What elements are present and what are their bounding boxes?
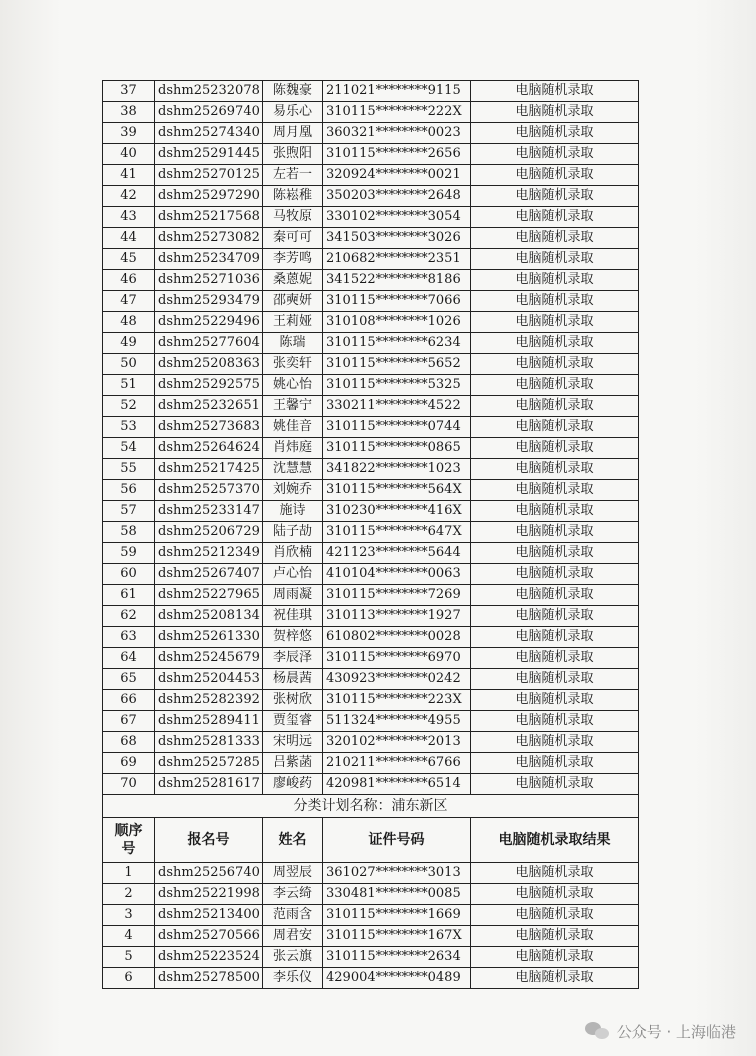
cell-id-number: 511324********4955 (323, 711, 471, 732)
cell-id-number: 310115********2656 (323, 144, 471, 165)
cell-reg-number: dshm25264624 (155, 438, 263, 459)
cell-reg-number: dshm25292575 (155, 375, 263, 396)
cell-name: 刘婉乔 (263, 480, 323, 501)
cell-reg-number: dshm25293479 (155, 291, 263, 312)
cell-name: 陆子劼 (263, 522, 323, 543)
table-row (103, 627, 639, 648)
cell-reg-number: dshm25208134 (155, 606, 263, 627)
cell-seq: 70 (103, 774, 155, 795)
cell-reg-number: dshm25269740 (155, 102, 263, 123)
cell-name: 李芳鸣 (263, 249, 323, 270)
cell-id-number: 310108********1026 (323, 312, 471, 333)
cell-reg-number: dshm25281333 (155, 732, 263, 753)
cell-name: 沈慧慧 (263, 459, 323, 480)
header-name: 姓名 (263, 818, 323, 863)
table-row (103, 207, 639, 228)
cell-name: 张云旗 (263, 947, 323, 968)
cell-reg-number: dshm25213400 (155, 905, 263, 926)
table-row (103, 884, 639, 905)
cell-result: 电脑随机录取 (471, 947, 639, 968)
cell-reg-number: dshm25208363 (155, 354, 263, 375)
cell-reg-number: dshm25274340 (155, 123, 263, 144)
cell-name: 周君安 (263, 926, 323, 947)
cell-reg-number: dshm25227965 (155, 585, 263, 606)
cell-result: 电脑随机录取 (471, 585, 639, 606)
table-row (103, 354, 639, 375)
cell-reg-number: dshm25229496 (155, 312, 263, 333)
table-row (103, 905, 639, 926)
admission-table (102, 80, 639, 989)
cell-reg-number: dshm25245679 (155, 648, 263, 669)
cell-result: 电脑随机录取 (471, 606, 639, 627)
table-row (103, 123, 639, 144)
section-title: 分类计划名称：浦东新区 (103, 795, 639, 818)
cell-reg-number: dshm25270125 (155, 165, 263, 186)
header-seq: 顺序号 (103, 818, 155, 863)
cell-result: 电脑随机录取 (471, 690, 639, 711)
cell-id-number: 341522********8186 (323, 270, 471, 291)
header-row (103, 818, 639, 863)
cell-name: 贾玺睿 (263, 711, 323, 732)
cell-reg-number: dshm25256740 (155, 863, 263, 884)
cell-reg-number: dshm25271036 (155, 270, 263, 291)
table-row (103, 774, 639, 795)
cell-result: 电脑随机录取 (471, 144, 639, 165)
table-row (103, 564, 639, 585)
cell-id-number: 310115********5325 (323, 375, 471, 396)
cell-seq: 38 (103, 102, 155, 123)
cell-id-number: 341822********1023 (323, 459, 471, 480)
table-row (103, 522, 639, 543)
cell-reg-number: dshm25267407 (155, 564, 263, 585)
cell-result: 电脑随机录取 (471, 207, 639, 228)
cell-seq: 44 (103, 228, 155, 249)
cell-reg-number: dshm25277604 (155, 333, 263, 354)
cell-seq: 40 (103, 144, 155, 165)
bottom-rows (103, 863, 639, 989)
cell-seq: 55 (103, 459, 155, 480)
top-rows (103, 81, 639, 795)
cell-result: 电脑随机录取 (471, 926, 639, 947)
cell-id-number: 430923********0242 (323, 669, 471, 690)
table-row (103, 732, 639, 753)
cell-result: 电脑随机录取 (471, 102, 639, 123)
table-row (103, 585, 639, 606)
cell-seq: 58 (103, 522, 155, 543)
cell-id-number: 210682********2351 (323, 249, 471, 270)
cell-id-number: 210211********6766 (323, 753, 471, 774)
table-row (103, 102, 639, 123)
cell-id-number: 330481********0085 (323, 884, 471, 905)
cell-reg-number: dshm25232078 (155, 81, 263, 102)
cell-name: 吕紫菡 (263, 753, 323, 774)
cell-id-number: 410104********0063 (323, 564, 471, 585)
cell-id-number: 341503********3026 (323, 228, 471, 249)
table-row (103, 270, 639, 291)
cell-seq: 48 (103, 312, 155, 333)
table-row (103, 312, 639, 333)
cell-seq: 61 (103, 585, 155, 606)
table-row (103, 690, 639, 711)
cell-reg-number: dshm25273082 (155, 228, 263, 249)
table-row (103, 926, 639, 947)
table-row (103, 753, 639, 774)
cell-seq: 57 (103, 501, 155, 522)
cell-result: 电脑随机录取 (471, 774, 639, 795)
cell-result: 电脑随机录取 (471, 417, 639, 438)
cell-id-number: 310115********564X (323, 480, 471, 501)
cell-seq: 39 (103, 123, 155, 144)
cell-reg-number: dshm25278500 (155, 968, 263, 989)
table-row (103, 863, 639, 884)
cell-reg-number: dshm25281617 (155, 774, 263, 795)
cell-seq: 50 (103, 354, 155, 375)
table-row (103, 606, 639, 627)
cell-name: 肖炜庭 (263, 438, 323, 459)
cell-result: 电脑随机录取 (471, 543, 639, 564)
table-row (103, 438, 639, 459)
cell-name: 姚佳音 (263, 417, 323, 438)
cell-result: 电脑随机录取 (471, 81, 639, 102)
cell-result: 电脑随机录取 (471, 884, 639, 905)
section-block (103, 795, 639, 863)
table-row (103, 459, 639, 480)
cell-result: 电脑随机录取 (471, 480, 639, 501)
cell-id-number: 310115********6234 (323, 333, 471, 354)
cell-name: 祝佳琪 (263, 606, 323, 627)
cell-id-number: 310115********7066 (323, 291, 471, 312)
cell-result: 电脑随机录取 (471, 905, 639, 926)
watermark-text: 公众号 · 上海临港 (616, 1022, 736, 1041)
cell-id-number: 310115********7269 (323, 585, 471, 606)
cell-reg-number: dshm25233147 (155, 501, 263, 522)
cell-name: 易乐心 (263, 102, 323, 123)
table-row (103, 543, 639, 564)
cell-reg-number: dshm25223524 (155, 947, 263, 968)
cell-result: 电脑随机录取 (471, 564, 639, 585)
cell-name: 李乐仪 (263, 968, 323, 989)
cell-result: 电脑随机录取 (471, 228, 639, 249)
table-row (103, 947, 639, 968)
cell-seq: 45 (103, 249, 155, 270)
cell-id-number: 429004********0489 (323, 968, 471, 989)
cell-result: 电脑随机录取 (471, 291, 639, 312)
cell-reg-number: dshm25212349 (155, 543, 263, 564)
cell-name: 周月凰 (263, 123, 323, 144)
cell-result: 电脑随机录取 (471, 165, 639, 186)
cell-name: 杨晨茜 (263, 669, 323, 690)
cell-name: 施诗 (263, 501, 323, 522)
table-row (103, 81, 639, 102)
cell-id-number: 360321********0023 (323, 123, 471, 144)
cell-seq: 69 (103, 753, 155, 774)
cell-seq: 2 (103, 884, 155, 905)
cell-name: 宋明远 (263, 732, 323, 753)
cell-result: 电脑随机录取 (471, 711, 639, 732)
cell-id-number: 310115********2634 (323, 947, 471, 968)
header-reg: 报名号 (155, 818, 263, 863)
cell-reg-number: dshm25206729 (155, 522, 263, 543)
cell-seq: 66 (103, 690, 155, 711)
cell-id-number: 310115********0865 (323, 438, 471, 459)
cell-result: 电脑随机录取 (471, 501, 639, 522)
cell-reg-number: dshm25217425 (155, 459, 263, 480)
cell-name: 肖欣楠 (263, 543, 323, 564)
cell-seq: 6 (103, 968, 155, 989)
header-id: 证件号码 (323, 818, 471, 863)
cell-id-number: 211021********9115 (323, 81, 471, 102)
cell-result: 电脑随机录取 (471, 375, 639, 396)
cell-result: 电脑随机录取 (471, 438, 639, 459)
cell-result: 电脑随机录取 (471, 354, 639, 375)
table-row (103, 968, 639, 989)
cell-result: 电脑随机录取 (471, 186, 639, 207)
cell-id-number: 310115********647X (323, 522, 471, 543)
cell-result: 电脑随机录取 (471, 968, 639, 989)
cell-result: 电脑随机录取 (471, 249, 639, 270)
table-row (103, 501, 639, 522)
cell-seq: 4 (103, 926, 155, 947)
cell-id-number: 330102********3054 (323, 207, 471, 228)
cell-id-number: 310115********222X (323, 102, 471, 123)
cell-seq: 52 (103, 396, 155, 417)
cell-seq: 63 (103, 627, 155, 648)
cell-result: 电脑随机录取 (471, 732, 639, 753)
cell-name: 陈魏豪 (263, 81, 323, 102)
cell-name: 范雨含 (263, 905, 323, 926)
cell-name: 李云绮 (263, 884, 323, 905)
cell-name: 张煦阳 (263, 144, 323, 165)
table-row (103, 165, 639, 186)
watermark (585, 1020, 736, 1042)
cell-seq: 47 (103, 291, 155, 312)
cell-seq: 49 (103, 333, 155, 354)
cell-reg-number: dshm25217568 (155, 207, 263, 228)
cell-reg-number: dshm25232651 (155, 396, 263, 417)
cell-name: 左若一 (263, 165, 323, 186)
cell-name: 廖峻药 (263, 774, 323, 795)
cell-seq: 5 (103, 947, 155, 968)
cell-reg-number: dshm25273683 (155, 417, 263, 438)
table-row (103, 291, 639, 312)
cell-seq: 60 (103, 564, 155, 585)
cell-reg-number: dshm25204453 (155, 669, 263, 690)
cell-seq: 3 (103, 905, 155, 926)
cell-reg-number: dshm25257370 (155, 480, 263, 501)
cell-seq: 43 (103, 207, 155, 228)
cell-seq: 42 (103, 186, 155, 207)
table-row (103, 144, 639, 165)
table-row (103, 333, 639, 354)
cell-id-number: 421123********5644 (323, 543, 471, 564)
cell-seq: 68 (103, 732, 155, 753)
header-result: 电脑随机录取结果 (471, 818, 639, 863)
cell-seq: 56 (103, 480, 155, 501)
cell-result: 电脑随机录取 (471, 396, 639, 417)
cell-result: 电脑随机录取 (471, 669, 639, 690)
cell-id-number: 310115********6970 (323, 648, 471, 669)
cell-seq: 53 (103, 417, 155, 438)
cell-id-number: 310115********167X (323, 926, 471, 947)
cell-name: 王馨宁 (263, 396, 323, 417)
cell-name: 陈崧稚 (263, 186, 323, 207)
cell-id-number: 361027********3013 (323, 863, 471, 884)
table-row (103, 228, 639, 249)
cell-result: 电脑随机录取 (471, 753, 639, 774)
cell-reg-number: dshm25282392 (155, 690, 263, 711)
cell-reg-number: dshm25297290 (155, 186, 263, 207)
cell-seq: 37 (103, 81, 155, 102)
cell-name: 张奕轩 (263, 354, 323, 375)
table-row (103, 396, 639, 417)
cell-id-number: 310113********1927 (323, 606, 471, 627)
cell-name: 姚心怡 (263, 375, 323, 396)
cell-name: 张树欣 (263, 690, 323, 711)
cell-id-number: 350203********2648 (323, 186, 471, 207)
cell-name: 贺梓悠 (263, 627, 323, 648)
cell-reg-number: dshm25289411 (155, 711, 263, 732)
cell-id-number: 610802********0028 (323, 627, 471, 648)
cell-seq: 59 (103, 543, 155, 564)
cell-reg-number: dshm25234709 (155, 249, 263, 270)
cell-reg-number: dshm25270566 (155, 926, 263, 947)
cell-id-number: 320924********0021 (323, 165, 471, 186)
wechat-icon (585, 1020, 611, 1042)
cell-id-number: 320102********2013 (323, 732, 471, 753)
cell-name: 周雨凝 (263, 585, 323, 606)
cell-id-number: 310115********1669 (323, 905, 471, 926)
cell-id-number: 420981********6514 (323, 774, 471, 795)
table-row (103, 669, 639, 690)
cell-seq: 46 (103, 270, 155, 291)
cell-seq: 64 (103, 648, 155, 669)
cell-result: 电脑随机录取 (471, 627, 639, 648)
table-row (103, 480, 639, 501)
table-row (103, 186, 639, 207)
cell-name: 周翌辰 (263, 863, 323, 884)
cell-result: 电脑随机录取 (471, 312, 639, 333)
cell-name: 李辰泽 (263, 648, 323, 669)
table-row (103, 417, 639, 438)
cell-id-number: 310115********223X (323, 690, 471, 711)
cell-reg-number: dshm25261330 (155, 627, 263, 648)
cell-result: 电脑随机录取 (471, 863, 639, 884)
table-row (103, 648, 639, 669)
cell-result: 电脑随机录取 (471, 648, 639, 669)
cell-seq: 41 (103, 165, 155, 186)
cell-id-number: 310115********0744 (323, 417, 471, 438)
cell-seq: 1 (103, 863, 155, 884)
cell-seq: 65 (103, 669, 155, 690)
cell-result: 电脑随机录取 (471, 333, 639, 354)
table-row (103, 375, 639, 396)
table-row (103, 249, 639, 270)
cell-result: 电脑随机录取 (471, 459, 639, 480)
cell-result: 电脑随机录取 (471, 270, 639, 291)
cell-name: 桑蒽妮 (263, 270, 323, 291)
cell-name: 邵奭妍 (263, 291, 323, 312)
cell-name: 陈瑞 (263, 333, 323, 354)
cell-id-number: 310115********5652 (323, 354, 471, 375)
cell-result: 电脑随机录取 (471, 522, 639, 543)
cell-name: 秦可可 (263, 228, 323, 249)
cell-name: 王莉娅 (263, 312, 323, 333)
cell-id-number: 330211********4522 (323, 396, 471, 417)
cell-seq: 67 (103, 711, 155, 732)
cell-reg-number: dshm25291445 (155, 144, 263, 165)
cell-name: 卢心怡 (263, 564, 323, 585)
section-row (103, 795, 639, 818)
cell-seq: 51 (103, 375, 155, 396)
cell-id-number: 310230********416X (323, 501, 471, 522)
table-row (103, 711, 639, 732)
cell-result: 电脑随机录取 (471, 123, 639, 144)
cell-reg-number: dshm25257285 (155, 753, 263, 774)
cell-name: 马牧原 (263, 207, 323, 228)
cell-reg-number: dshm25221998 (155, 884, 263, 905)
cell-seq: 54 (103, 438, 155, 459)
cell-seq: 62 (103, 606, 155, 627)
